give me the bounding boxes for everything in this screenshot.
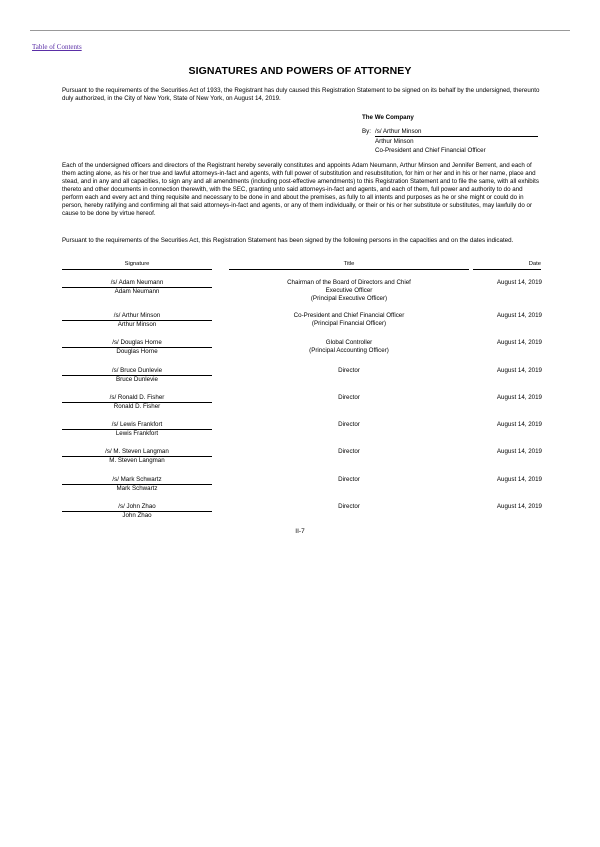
signature-cell xyxy=(62,421,212,438)
signer-title xyxy=(229,339,469,355)
signer-title-line: Co-President and Chief Financial Officer xyxy=(293,312,405,319)
signature-date: August 14, 2019 xyxy=(496,312,542,319)
signer-title-line: Director xyxy=(338,367,360,374)
signer-name: Ronald D. Fisher xyxy=(113,403,161,410)
signed-signature: /s/ M. Steven Langman xyxy=(62,448,212,457)
signature-cell xyxy=(62,448,212,465)
signer-title-line: Director xyxy=(338,476,360,483)
signer-title-line: Director xyxy=(338,503,360,510)
signed-signature: /s/ Adam Neumann xyxy=(62,279,212,288)
signer-name: M. Steven Langman xyxy=(109,457,165,464)
top-rule xyxy=(30,30,570,31)
signer-name: Arthur Minson xyxy=(117,321,157,328)
signature-date: August 14, 2019 xyxy=(496,476,542,483)
company-name: The We Company xyxy=(362,114,414,121)
signer-name: Mark Schwartz xyxy=(116,485,158,492)
signature-cell xyxy=(62,312,212,329)
table-of-contents-link[interactable]: Table of Contents xyxy=(32,43,82,51)
company-signature: /s/ Arthur Minson xyxy=(375,127,538,137)
signature-cell xyxy=(62,394,212,411)
signer-title-line: (Principal Financial Officer) xyxy=(311,320,387,327)
signature-column-header: Signature xyxy=(62,261,212,270)
signer-title xyxy=(229,421,469,429)
signer-title xyxy=(229,312,469,328)
company-signer-title: Co-President and Chief Financial Officer xyxy=(375,147,486,154)
signer-title xyxy=(229,476,469,484)
securities-act-paragraph: Pursuant to the requirements of the Securities Act, this Registration Statement has been signed by the following persons in the capacities and on the dates indicated. xyxy=(62,237,514,244)
signer-title-line: (Principal Accounting Officer) xyxy=(309,347,389,354)
signature-date: August 14, 2019 xyxy=(496,339,542,346)
signature-cell xyxy=(62,339,212,356)
signer-title-line: (Principal Executive Officer) xyxy=(310,295,388,302)
signer-name: Douglas Horne xyxy=(116,348,158,355)
signature-cell xyxy=(62,476,212,493)
signed-signature: /s/ Bruce Dunlevie xyxy=(62,367,212,376)
date-column-header: Date xyxy=(473,261,541,270)
by-row xyxy=(362,127,542,137)
signed-signature: /s/ Ronald D. Fisher xyxy=(62,394,212,403)
intro-paragraph: Pursuant to the requirements of the Securities Act of 1933, the Registrant has duly caused this Registration Statement to be signed on its behalf by the undersigned, thereunto duly authorized, in the City of New York, State of New York, on August 14, 2019. xyxy=(62,87,540,102)
page-title: SIGNATURES AND POWERS OF ATTORNEY xyxy=(188,65,412,77)
signer-title-line: Director xyxy=(338,394,360,401)
signature-date: August 14, 2019 xyxy=(496,503,542,510)
signer-name: Adam Neumann xyxy=(114,288,160,295)
signer-title-line: Global Controller xyxy=(325,339,373,346)
signature-date: August 14, 2019 xyxy=(496,448,542,455)
company-signature-block xyxy=(362,113,542,155)
page-number: II-7 xyxy=(295,528,305,535)
signature-cell xyxy=(62,367,212,384)
signer-title xyxy=(229,394,469,402)
signed-signature: /s/ Arthur Minson xyxy=(62,312,212,321)
signature-date: August 14, 2019 xyxy=(496,394,542,401)
signed-signature: /s/ Mark Schwartz xyxy=(62,476,212,485)
company-signer-name: Arthur Minson xyxy=(375,138,414,145)
signature-cell xyxy=(62,279,212,296)
signer-title xyxy=(229,448,469,456)
signed-signature: /s/ Douglas Horne xyxy=(62,339,212,348)
signer-name: John Zhao xyxy=(122,512,152,519)
signer-title xyxy=(229,367,469,375)
by-label: By: xyxy=(362,128,371,135)
signer-title-line: Chairman of the Board of Directors and Chief xyxy=(287,279,411,286)
signer-name: Lewis Frankfort xyxy=(115,430,159,437)
signer-title-line: Director xyxy=(338,421,360,428)
signature-date: August 14, 2019 xyxy=(496,421,542,428)
power-of-attorney-paragraph: Each of the undersigned officers and directors of the Registrant hereby severally constitutes and appoints Adam Neumann, Arthur Minson and Jennifer Berrent, and each of them acting alone, as his or her true and lawful attorneys-in-fact and agents, with full power of substitution and resubstitution, for him or her and in his or her name, place and stead, and in any and all capacities, to sign any and all amendments (including post-effective amendments) to this Registration Statement and to file the same, with all exhibits thereto and other documents in connection therewith, with the SEC, granting unto said attorneys-in-fact and agents, and each of them, full power and authority to do and perform each and every act and thing requisite and necessary to be done in and about the premises, as fully to all intents and purposes as he or she might or could do in person, hereby ratifying and confirming all that said attorneys-in-fact and agents, or any of them individually, or their or his or her substitute or substitutes, may lawfully do or cause to be done by virtue hereof. xyxy=(62,162,539,217)
signer-name: Bruce Dunlevie xyxy=(116,376,158,383)
signer-title xyxy=(229,503,469,511)
signed-signature: /s/ John Zhao xyxy=(62,503,212,512)
signer-title-line: Director xyxy=(338,448,360,455)
signer-title xyxy=(229,279,469,303)
signature-date: August 14, 2019 xyxy=(496,367,542,374)
signature-date: August 14, 2019 xyxy=(496,279,542,286)
title-column-header: Title xyxy=(229,261,469,270)
signature-cell xyxy=(62,503,212,520)
signer-title-line: Executive Officer xyxy=(325,287,373,294)
signed-signature: /s/ Lewis Frankfort xyxy=(62,421,212,430)
